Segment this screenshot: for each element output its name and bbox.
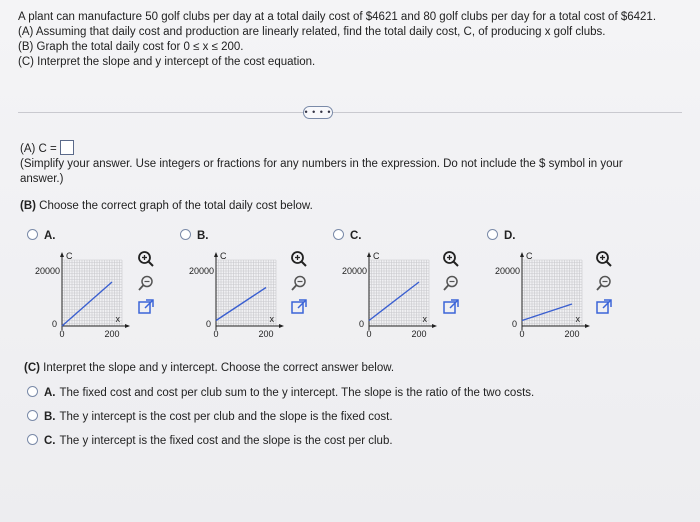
option-text: The y intercept is the cost per club and the slope is the fixed cost.: [59, 411, 393, 423]
x-tick-label: 200: [258, 329, 274, 339]
x-axis-arrow: [125, 324, 130, 328]
x-axis-label: x: [115, 314, 120, 324]
origin-y-label: 0: [205, 319, 211, 329]
problem-part-c: (C) Interpret the slope and y intercept of the cost equation.: [18, 56, 316, 68]
part-a-answer: [20, 140, 74, 155]
part-b-text: Choose the correct graph of the total daily cost below.: [35, 200, 313, 212]
y-axis-label: C: [526, 251, 533, 261]
radio-button[interactable]: [333, 229, 344, 240]
origin-label: 0: [519, 329, 525, 339]
option-label: D.: [504, 230, 516, 242]
zoom-in-icon[interactable]: [595, 250, 613, 268]
origin-y-label: 0: [511, 319, 517, 329]
graph-option-b[interactable]: [180, 229, 209, 242]
x-axis-arrow: [279, 324, 284, 328]
y-axis-arrow: [520, 252, 524, 257]
part-a-instructions: (Simplify your answer. Use integers or fractions for any numbers in the expression. Do not include the $ symbol in your answer.): [20, 158, 623, 185]
graph-c-plot: [335, 246, 445, 344]
graph-option-c[interactable]: [333, 229, 362, 242]
x-tick-label: 200: [104, 329, 120, 339]
interpret-option-c[interactable]: [27, 434, 393, 447]
graph-c-tools: [442, 250, 464, 322]
graph-d-plot: [488, 246, 598, 344]
option-label: B.: [197, 230, 209, 242]
part-b-label: (B): [20, 200, 36, 212]
graph-a: [28, 246, 138, 344]
x-tick-label: 200: [411, 329, 427, 339]
open-new-window-icon[interactable]: [290, 298, 308, 316]
option-text: The y intercept is the fixed cost and the slope is the cost per club.: [59, 435, 393, 447]
y-axis-label: C: [373, 251, 380, 261]
graph-a-plot: [28, 246, 138, 344]
origin-label: 0: [59, 329, 65, 339]
x-axis-label: x: [422, 314, 427, 324]
option-label: A.: [44, 230, 56, 242]
zoom-out-icon[interactable]: [595, 274, 613, 292]
graph-d-tools: [595, 250, 617, 322]
graph-a-tools: [137, 250, 159, 322]
zoom-in-icon[interactable]: [442, 250, 460, 268]
x-tick-label: 200: [564, 329, 580, 339]
part-b-prompt: [20, 200, 313, 212]
x-axis-arrow: [432, 324, 437, 328]
radio-button[interactable]: [27, 410, 38, 421]
zoom-out-icon[interactable]: [442, 274, 460, 292]
radio-button[interactable]: [487, 229, 498, 240]
radio-button[interactable]: [180, 229, 191, 240]
graph-option-d[interactable]: [487, 229, 516, 242]
graph-option-a[interactable]: [27, 229, 56, 242]
origin-label: 0: [213, 329, 219, 339]
answer-input-box[interactable]: [60, 140, 74, 155]
problem-intro: A plant can manufacture 50 golf clubs per day at a total daily cost of $4621 and 80 golf clubs per day for a total cost of $6421.: [18, 11, 657, 23]
graph-c: [335, 246, 445, 344]
y-tick-label: 20000: [494, 266, 520, 276]
part-c-label: (C): [24, 362, 40, 374]
interpret-option-a[interactable]: [27, 386, 534, 399]
part-c-text: Interpret the slope and y intercept. Choose the correct answer below.: [39, 362, 395, 374]
x-axis-label: x: [269, 314, 274, 324]
y-tick-label: 20000: [34, 266, 60, 276]
x-axis-label: x: [575, 314, 580, 324]
option-letter: B.: [44, 411, 56, 423]
y-tick-label: 20000: [341, 266, 367, 276]
part-c-prompt: [24, 362, 394, 374]
zoom-in-icon[interactable]: [137, 250, 155, 268]
radio-button[interactable]: [27, 386, 38, 397]
part-a-prefix: (A) C =: [20, 143, 57, 155]
problem-statement: [18, 10, 678, 70]
y-axis-arrow: [214, 252, 218, 257]
zoom-out-icon[interactable]: [137, 274, 155, 292]
option-letter: C.: [44, 435, 56, 447]
zoom-in-icon[interactable]: [290, 250, 308, 268]
graph-b-tools: [290, 250, 312, 322]
x-axis-arrow: [585, 324, 590, 328]
radio-button[interactable]: [27, 229, 38, 240]
origin-y-label: 0: [51, 319, 57, 329]
problem-part-a: (A) Assuming that daily cost and production are linearly related, find the total daily cost, C, of producing x golf clubs.: [18, 26, 606, 38]
open-new-window-icon[interactable]: [595, 298, 613, 316]
y-axis-arrow: [367, 252, 371, 257]
interpret-option-b[interactable]: [27, 410, 393, 423]
radio-button[interactable]: [27, 434, 38, 445]
open-new-window-icon[interactable]: [442, 298, 460, 316]
graph-d: [488, 246, 598, 344]
y-axis-arrow: [60, 252, 64, 257]
section-divider: [18, 112, 682, 113]
y-axis-label: C: [66, 251, 73, 261]
origin-label: 0: [366, 329, 372, 339]
origin-y-label: 0: [358, 319, 364, 329]
y-tick-label: 20000: [188, 266, 214, 276]
option-text: The fixed cost and cost per club sum to the y intercept. The slope is the ratio of the two costs.: [59, 387, 535, 399]
option-letter: A.: [44, 387, 56, 399]
expand-more-button[interactable]: • • • •: [304, 107, 332, 117]
graph-b-plot: [182, 246, 292, 344]
y-axis-label: C: [220, 251, 227, 261]
open-new-window-icon[interactable]: [137, 298, 155, 316]
option-label: C.: [350, 230, 362, 242]
problem-part-b: (B) Graph the total daily cost for 0 ≤ x ≤ 200.: [18, 41, 244, 53]
graph-b: [182, 246, 292, 344]
zoom-out-icon[interactable]: [290, 274, 308, 292]
